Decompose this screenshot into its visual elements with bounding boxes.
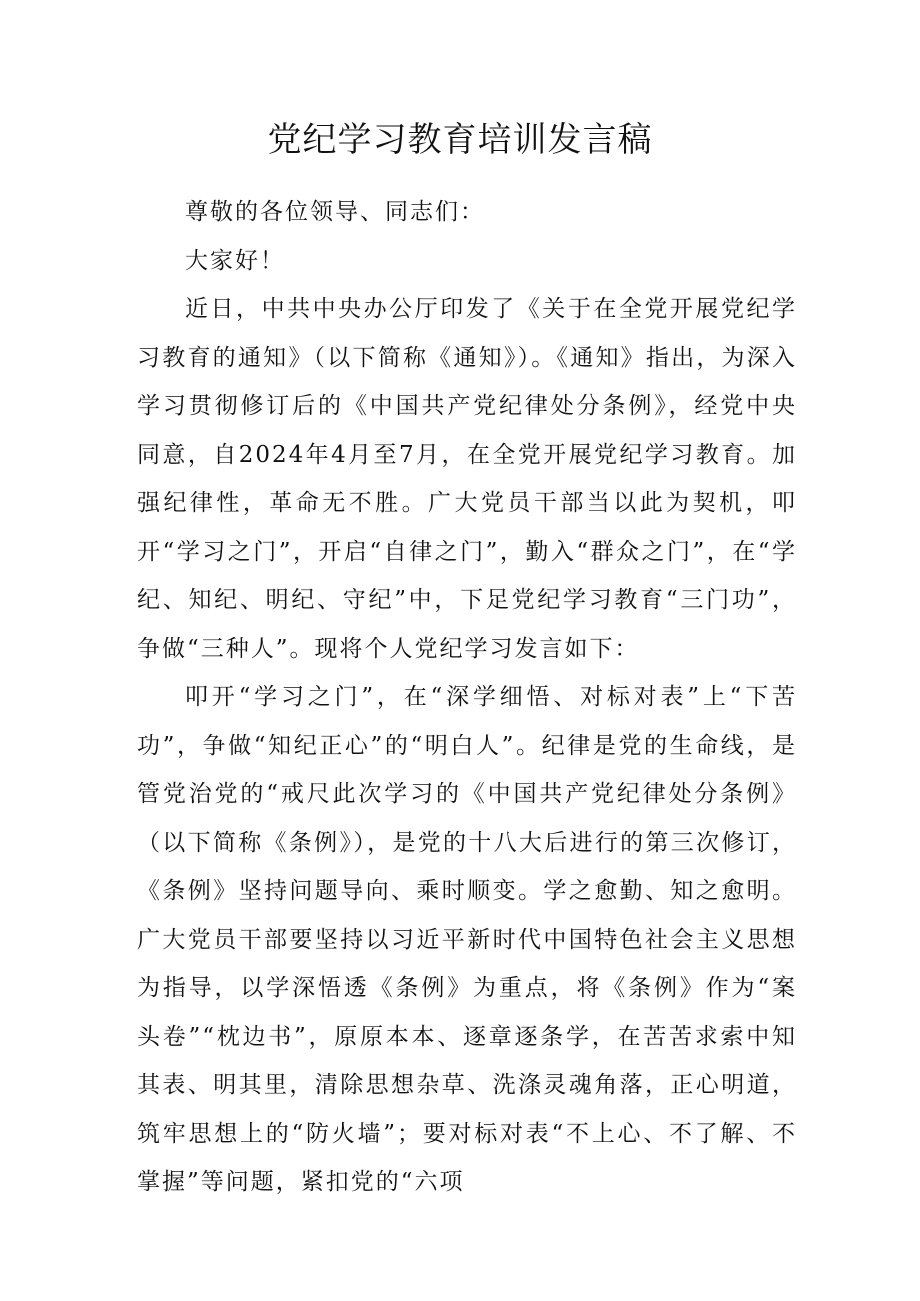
- paragraph-intro: 近日，中共中央办公厅印发了《关于在全党开展党纪学习教育的通知》（以下简称《通知》）。《通知》指出，为深入学习贯彻修订后的《中国共产党纪律处分条例》，经党中央同意，自2024年4月至7月，在全党开展党纪学习教育。加强纪律性，革命无不胜。广大党员干部当以此为契机，叩开“学习之门”，开启“自律之门”，勤入“群众之门”，在“学纪、知纪、明纪、守纪”中，下足党纪学习教育“三门功”，争做“三种人”。现将个人党纪学习发言如下：: [137, 296, 797, 662]
- document-body: [137, 188, 797, 1207]
- paragraph-study-door: 叩开“学习之门”，在“深学细悟、对标对表”上“下苦功”，争做“知纪正心”的“明白人”。纪律是党的生命线，是管党治党的“戒尺此次学习的《中国共产党纪律处分条例》（以下简称《条例》），是党的十八大后进行的第三次修订，《条例》坚持问题导向、乘时顺变。学之愈勤、知之愈明。广大党员干部要坚持以习近平新时代中国特色社会主义思想为指导，以学深悟透《条例》为重点，将《条例》作为“案头卷”“枕边书”，原原本本、逐章逐条学，在苦苦求索中知其表、明其里，清除思想杂草、洗涤灵魂角落，正心明道，筑牢思想上的“防火墙”；要对标对表“不上心、不了解、不掌握”等问题，紧扣党的“六项: [137, 684, 797, 1195]
- document-title: 党纪学习教育培训发言稿: [267, 120, 653, 160]
- greeting: 大家好！: [185, 247, 285, 274]
- salutation: 尊敬的各位领导、同志们：: [185, 199, 485, 225]
